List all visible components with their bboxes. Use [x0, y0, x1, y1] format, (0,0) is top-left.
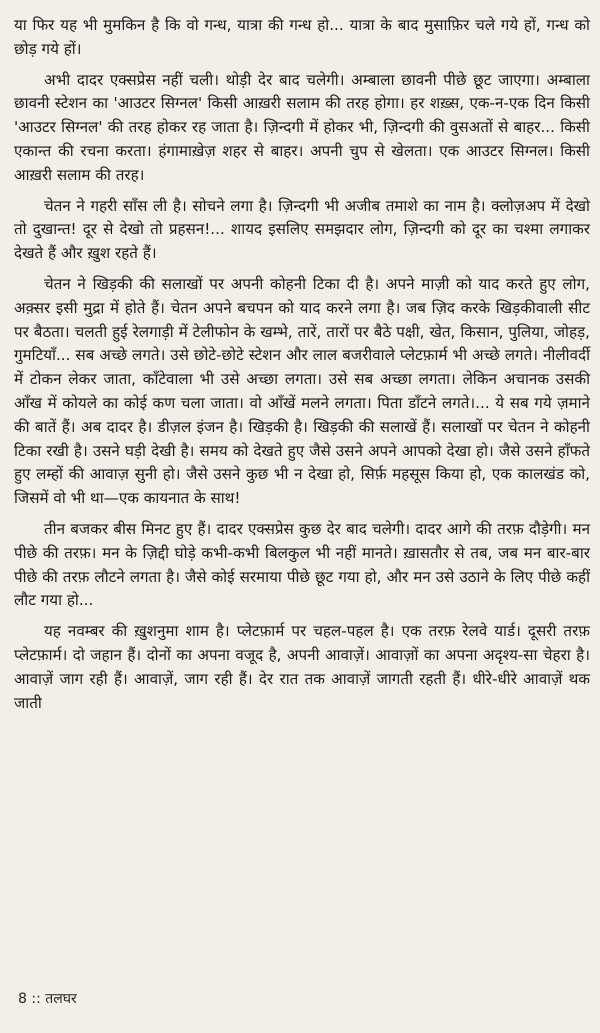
book-page	[14, 14, 590, 1019]
page-footer: 8 :: तलघर	[18, 991, 77, 1007]
paragraph-4: चेतन ने खिड़की की सलाखों पर अपनी कोहनी टिका दी है। अपने माज़ी को याद करते हुए लोग, अक़्सर इसी मुद्रा में होते हैं। चेतन अपने बचपन को याद करने लगा है। जब ज़िद करके खिड़कीवाली सीट पर बैठता। चलती हुई रेलगाड़ी में टेलीफोन के खम्भे, तारें, तारों पर बैठे पक्षी, खेत, किसान, पुलिया, जोहड़, गुमटियाँ... सब अच्छे लगते। उसे छोटे-छोटे स्टेशन और लाल बजरीवाले प्लेटफ़ार्म भी अच्छे लगते। नीलीवर्दी में टोकन लेकर जाता, काँटेवाला भी उसे अच्छा लगता। उसे सब अच्छा लगता। लेकिन अचानक उसकी आँख में कोयले का कोई कण चला जाता। वो आँखें मलने लगता। पिता डाँटने लगते।... ये सब गये ज़माने की बातें हैं। अब दादर है। डीज़ल इंजन है। खिड़की है। खिड़की की सलाखें हैं। सलाखों पर चेतन ने कोहनी टिका रखी है। उसने घड़ी देखी है। समय को देखते हुए जैसे उसने अपने आपको देखा हो। जैसे उसने हाँफते हुए लम्हों की आवाज़ सुनी हो। जैसे उसने कुछ भी न देखा हो, सिर्फ़ महसूस किया हो, एक कालखंड को, जिसमें वो भी था—एक कायनात के साथ!	[14, 274, 590, 508]
paragraph-3: चेतन ने गहरी साँस ली है। सोचने लगा है। ज़िन्दगी भी अजीब तमाशे का नाम है। क्लोज़अप में देखो तो दुखान्त! दूर से देखो तो प्रहसन!... शायद इसलिए समझदार लोग, ज़िन्दगी को दूर का चश्मा लगाकर देखते हैं और ख़ुश रहते हैं।	[14, 196, 590, 263]
paragraph-1: या फिर यह भी मुमकिन है कि वो गन्ध, यात्रा की गन्ध हो... यात्रा के बाद मुसाफ़िर चले गये हों, गन्ध को छोड़ गये हों।	[14, 16, 590, 58]
paragraph-5: तीन बजकर बीस मिनट हुए हैं। दादर एक्सप्रेस कुछ देर बाद चलेगी। दादर आगे की तरफ़ दौड़ेगी। मन पीछे की तरफ़। मन के ज़िद्दी घोड़े कभी-कभी बिलकुल भी नहीं मानते। ख़ासतौर से तब, जब मन बार-बार पीछे की तरफ़ लौटने लगता है। जैसे कोई सरमाया पीछे छूट गया हो, और मन उसे उठाने के लिए पीछे कहीं लौट गया हो...	[14, 519, 590, 610]
paragraph-6: यह नवम्बर की ख़ुशनुमा शाम है। प्लेटफ़ार्म पर चहल-पहल है। एक तरफ़ रेलवे यार्ड। दूसरी तरफ़ प्लेटफ़ार्म। दो जहान हैं। दोनों का अपना वजूद है, अपनी आवाज़ें। आवाज़ों का अपना अदृश्य-सा चेहरा है। आवाज़ें जाग रही हैं। आवाज़ें, जाग रही हैं। देर रात तक आवाज़ें जागती रहती हैं। धीरे-धीरे आवाज़ें थक जाती	[14, 622, 590, 712]
paragraph-2: अभी दादर एक्सप्रेस नहीं चली। थोड़ी देर बाद चलेगी। अम्बाला छावनी पीछे छूट जाएगा। अम्बाला छावनी स्टेशन का 'आउटर सिग्नल' किसी आख़री सलाम की तरह होगा। हर शख़्स, एक-न-एक दिन किसी 'आउटर सिग्नल' की तरह होकर रह जाता है। ज़िन्दगी में होकर भी, ज़िन्दगी की वुसअतों से बाहर... किसी एकान्त की रचना करता। हंगामाख़ेज़ शहर से बाहर। अपनी चुप से खेलता। एक आउटर सिग्नल। किसी आख़री सलाम की तरह।	[14, 70, 590, 184]
body-text	[14, 14, 590, 722]
